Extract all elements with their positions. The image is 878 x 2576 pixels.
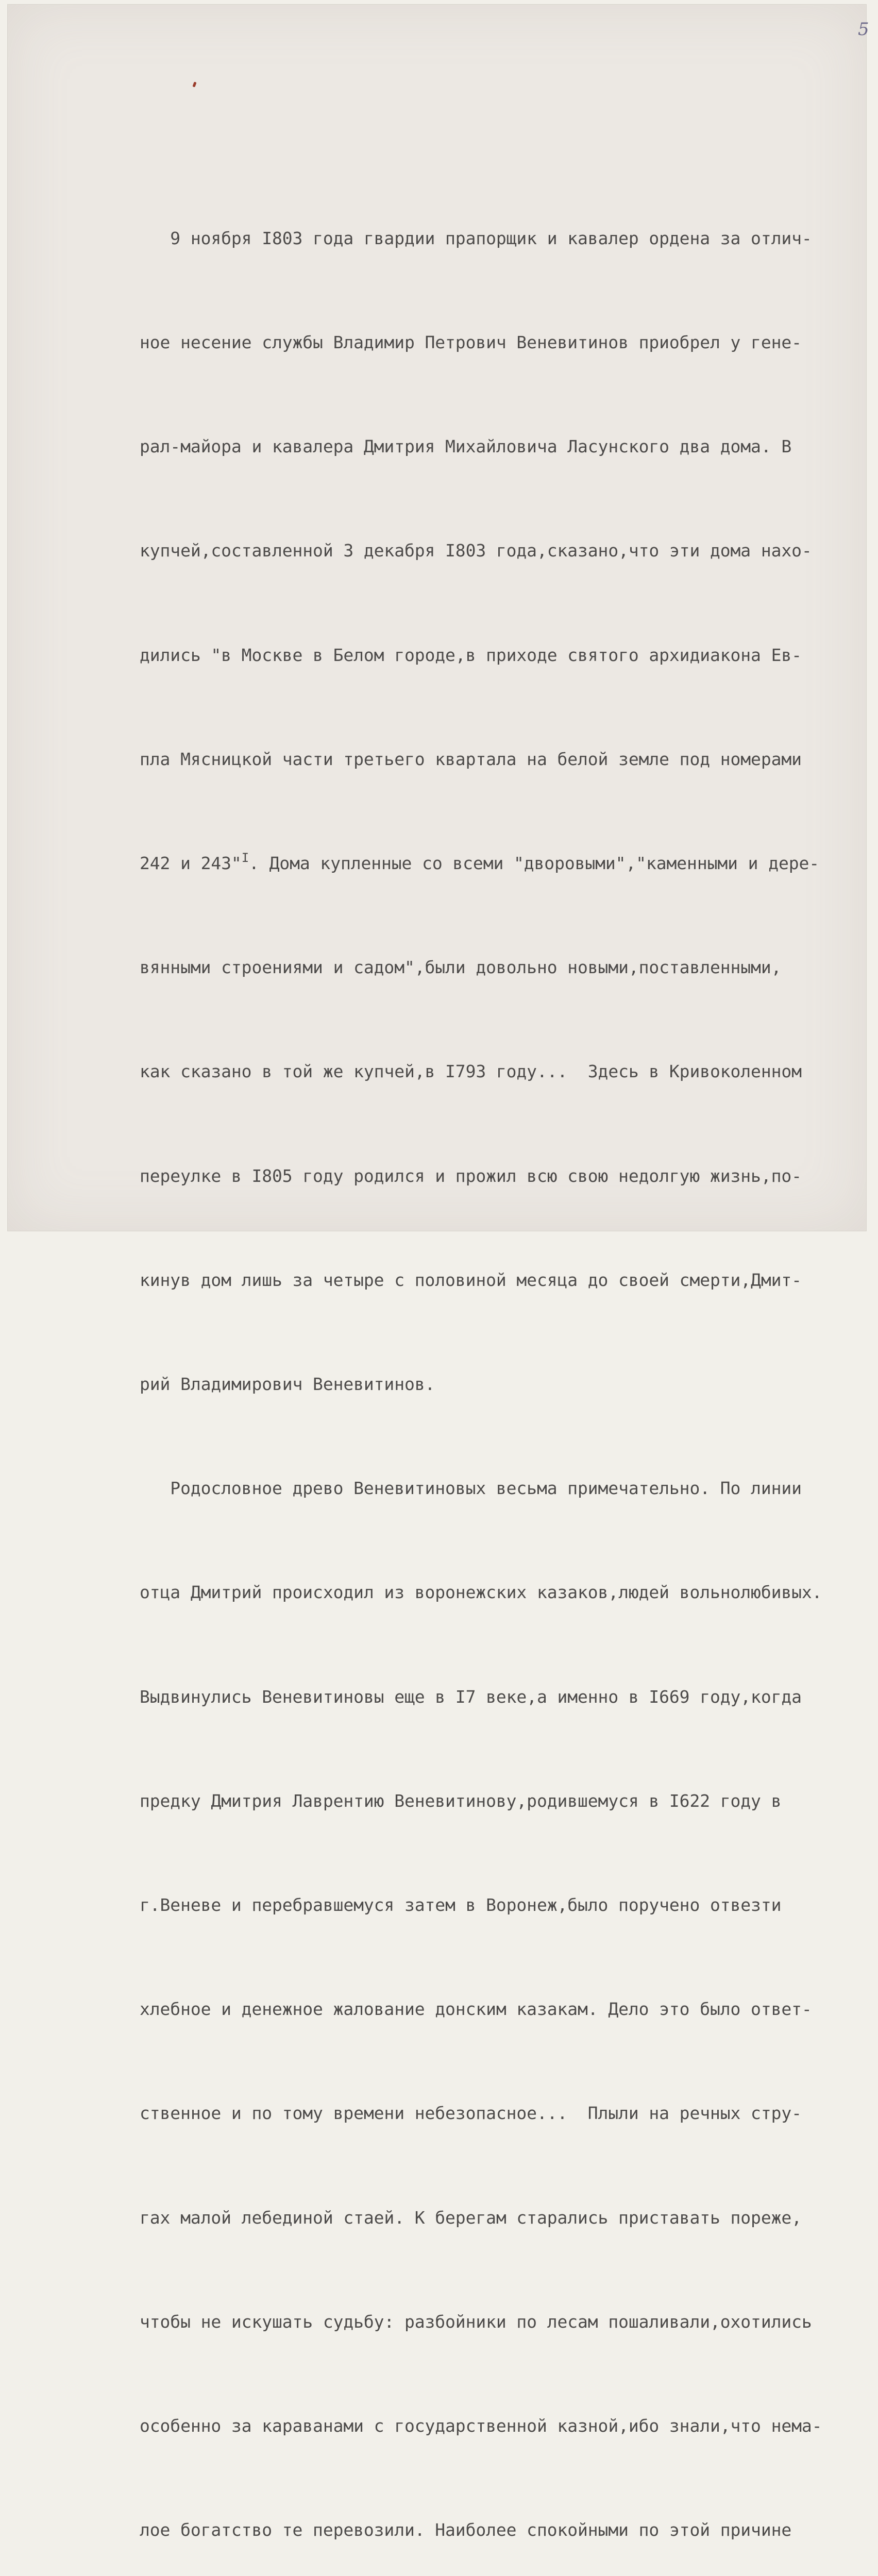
text-line: рий Владимирович Веневитинов. [140,1374,435,1395]
text-line: гах малой лебединой стаей. К берегам старались приставать пореже, [140,2207,802,2228]
text-line: особенно за караванами с государственной казной,ибо знали,что нема- [140,2416,822,2436]
text-line: вянными строениями и садом",были довольно новыми,поставленными, [140,957,782,978]
text-line: рал-майора и кавалера Дмитрия Михайловича Ласунского два дома. В [140,436,792,457]
text-line: предку Дмитрия Лаврентию Веневитинову,родившемуся в I622 году в [140,1790,782,1811]
text-line: кинув дом лишь за четыре с половиной месяца до своей смерти,Дмит- [140,1269,802,1290]
typewritten-text [140,151,861,2576]
page-number: 5 [858,19,869,40]
text-line: купчей,составленной 3 декабря I803 года,сказано,что эти дома нахо- [140,540,812,561]
text-line: переулке в I805 году родился и прожил всю свою недолгую жизнь,по- [140,1165,802,1186]
text-line: ственное и по тому времени небезопасное... Плыли на речных стру- [140,2103,802,2124]
text-line-part: 242 и 243" [140,853,242,874]
text-line: лое богатство те перевозили. Наиболее спокойными по этой причине [140,2520,792,2540]
text-line: Родословное древо Веневитиновых весьма примечательно. По линии [140,1478,802,1499]
footnote-mark: I [241,851,249,866]
document-page [7,4,869,2540]
text-line: отца Дмитрий происходил из воронежских казаков,людей вольнолюбивых. [140,1582,822,1603]
text-line: 9 ноября I803 года гвардии прапорщик и кавалер ордена за отлич- [140,228,812,248]
text-line: ное несение службы Владимир Петрович Веневитинов приобрел у гене- [140,332,802,353]
text-line: чтобы не искушать судьбу: разбойники по лесам пошаливали,охотились [140,2311,812,2332]
text-line-part: . Дома купленные со всеми "дворовыми","каменными и дере- [249,853,820,874]
text-line: Выдвинулись Веневитиновы еще в I7 веке,а именно в I669 году,когда [140,1686,802,1707]
text-line: пла Мясницкой части третьего квартала на белой земле под номерами [140,749,802,769]
text-line: хлебное и денежное жалование донским казакам. Дело это было ответ- [140,1999,812,2020]
text-line: г.Веневе и перебравшемуся затем в Воронеж,было поручено отвезти [140,1895,782,1916]
text-line-with-footnote [140,846,861,880]
text-line: дились "в Москве в Белом городе,в приходе святого архидиакона Ев- [140,645,802,665]
text-line: как сказано в той же купчей,в I793 году... Здесь в Кривоколенном [140,1061,802,1082]
ink-mark [192,81,196,87]
